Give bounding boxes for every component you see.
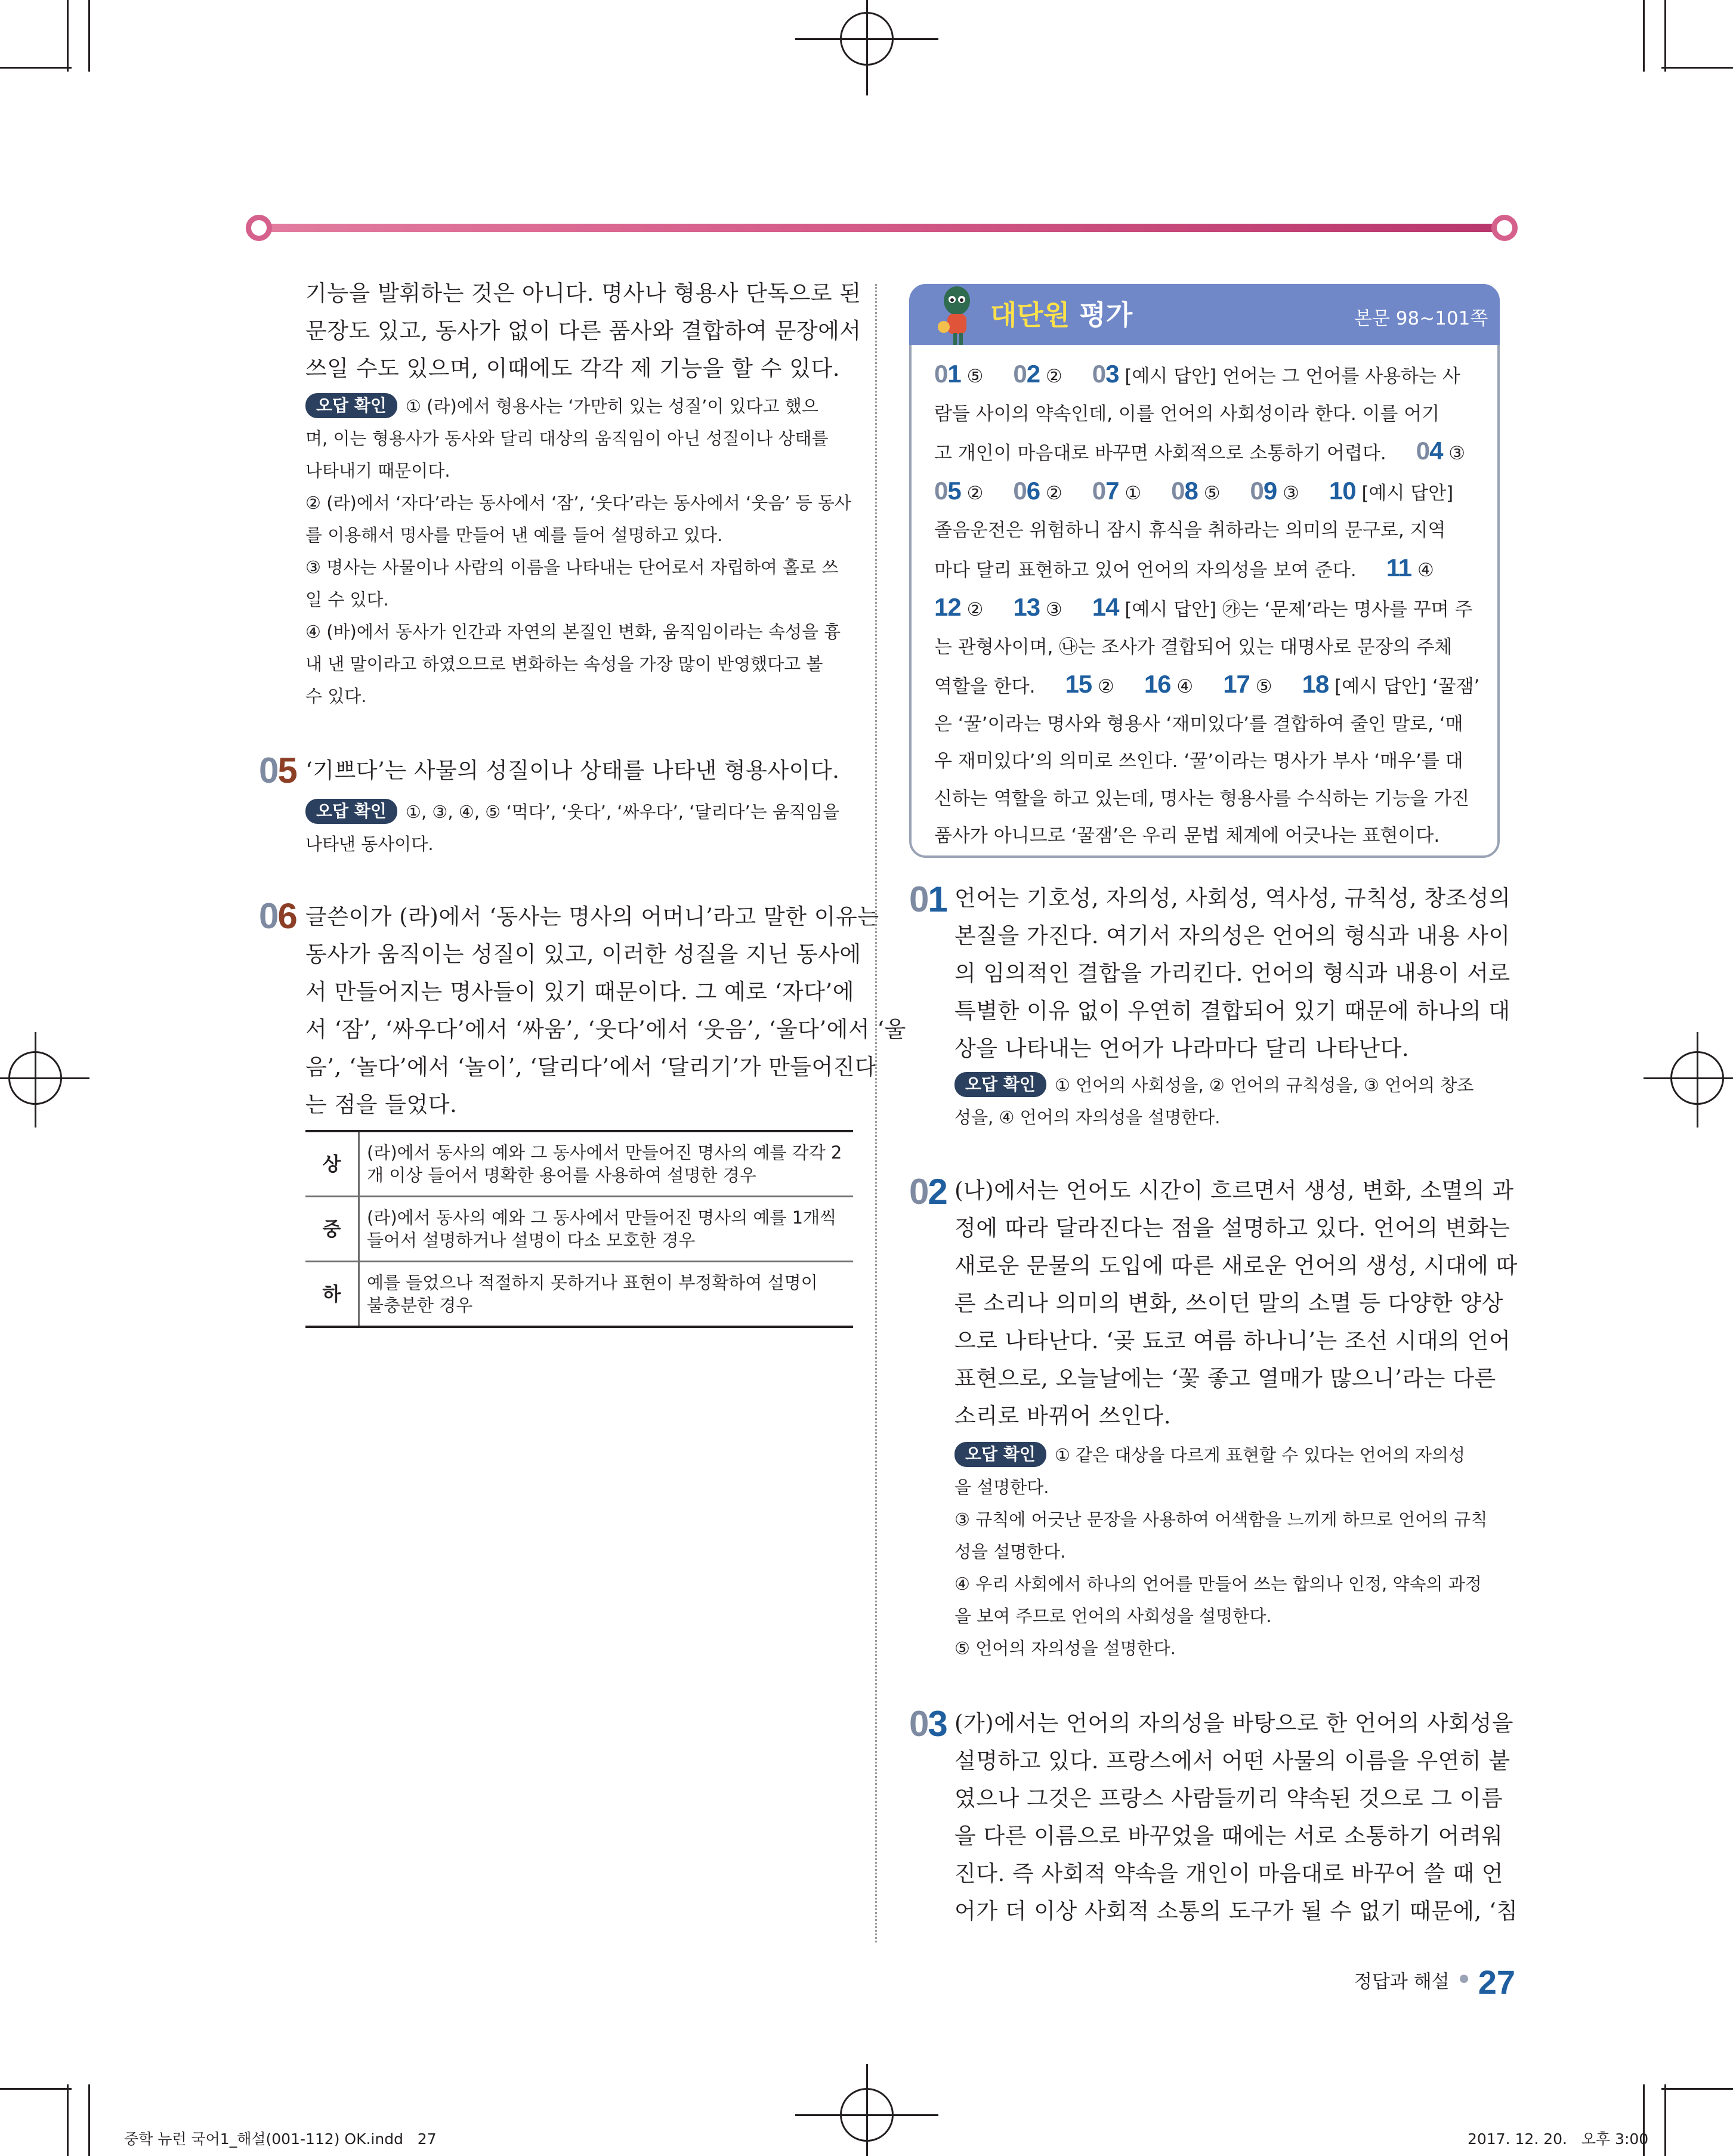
answer-text: ④ (1170, 676, 1194, 697)
file-name: 중학 뉴런 국어1_해설(001-112) OK.indd 27 (124, 2130, 437, 2148)
answer-number: 10 (1329, 476, 1356, 505)
answer-number: 15 (1065, 670, 1092, 698)
answer-text: 신하는 역할을 하고 있는데, 명사는 형용사를 수식하는 기능을 가진 (934, 787, 1470, 810)
q03-answer: (가)에서는 언어의 자의성을 바탕으로 한 언어의 사회성을 설명하고 있다. 프랑스에서 어떤 사물의 이름을 우연히 붙 였으나 그것은 프랑스 사람들끼리 약속된 것으로 그 이름 을 다른 이름으로 바꾸었을 때에는 서로 소통하기 어려워 진다. 즉 사회적 약속을 개인이 마음대로 바꾸어 쓸 때 언 어가 더 이상 사회적 소통의 도구가 될 수 없기 때문에, ‘침 (954, 1710, 1518, 1924)
answer-text: 품사가 아니므로 ‘꿀잼’은 우리 문법 체계에 어긋나는 표현이다. (934, 825, 1440, 847)
check-badge: 오답 확인 (305, 393, 397, 418)
answer-number: 01 (934, 360, 961, 388)
answer-list (934, 356, 1481, 855)
answer-text: 고 개인이 마음대로 바꾸면 사회적으로 소통하기 어렵다. (934, 443, 1386, 464)
answer-text: 는 관형사이며, ㉯는 조사가 결합되어 있는 대명사로 문장의 주체 (934, 636, 1453, 658)
answer-text: 은 ‘꿀’이라는 명사와 형용사 ‘재미있다’를 결합하여 줄인 말로, ‘매 (934, 713, 1463, 735)
question-number-03: 03 (909, 1704, 947, 1744)
answer-text: [예시 답안] 언어는 그 언어를 사용하는 사 (1119, 366, 1460, 387)
answer-text: 역할을 한다. (934, 676, 1036, 697)
answer-number: 11 (1386, 553, 1412, 582)
answer-text: ⑤ (1197, 482, 1221, 504)
print-timestamp: 2017. 12. 20. 오후 3:00 (1468, 2130, 1649, 2148)
rubric-row (305, 1197, 853, 1262)
answer-text: ② (960, 482, 984, 504)
question-number-02: 02 (909, 1172, 947, 1212)
question-number-01: 01 (909, 879, 947, 919)
rubric-level: 하 (305, 1262, 359, 1327)
answer-line (934, 356, 1481, 396)
answer-line (934, 780, 1481, 818)
answer-line (934, 743, 1481, 780)
answer-number: 08 (1171, 476, 1198, 505)
q01-wrong-answer-check: 오답 확인 ① 언어의 사회성을, ② 언어의 규칙성을, ③ 언어의 창조 성을, ④ 언어의 자의성을 설명한다. (954, 1069, 1503, 1133)
q05-wrong-answer-check: 오답 확인 ①, ③, ④, ⑤ ‘먹다’, ‘웃다’, ‘싸우다’, ‘달리다’는 움직임을 나타낸 동사이다. (305, 796, 854, 860)
answer-number: 17 (1223, 670, 1250, 698)
answer-line (934, 666, 1481, 706)
answer-text: ⑤ (960, 366, 984, 387)
rubric-row (305, 1131, 853, 1197)
answer-number: 18 (1302, 670, 1329, 698)
answer-line (934, 472, 1481, 512)
rubric-criteria: (라)에서 동사의 예와 그 동사에서 만들어진 명사의 예를 1개씩 들어서 설명하거나 설명이 다소 모호한 경우 (359, 1197, 854, 1262)
intro-paragraph: 기능을 발휘하는 것은 아니다. 명사나 형용사 단독으로 된 문장도 있고, 동사가 없이 다른 품사와 결합하여 문장에서 쓰일 수도 있으며, 이때에도 각각 제 기능을 할 수 있다. (305, 280, 861, 381)
answer-number: 09 (1250, 476, 1277, 505)
answer-line (934, 706, 1481, 743)
bullet-dot (1460, 1975, 1468, 1983)
answer-number: 02 (1013, 360, 1040, 388)
scoring-rubric-table (305, 1130, 853, 1328)
unit-review-title: 대단원 평가 (990, 299, 1133, 331)
answer-number: 13 (1013, 593, 1040, 621)
answer-text: ③ (1277, 482, 1299, 504)
page-footer (1354, 1963, 1515, 2001)
answer-text: ② (960, 599, 984, 620)
answer-text: 마다 달리 표현하고 있어 언어의 자의성을 보여 준다. (934, 559, 1357, 581)
answer-text: [예시 답안] ‘꿀잼’ (1329, 676, 1480, 697)
q05-answer: ‘기쁘다’는 사물의 성질이나 상태를 나타낸 형용사이다. (305, 758, 840, 783)
answer-line (934, 549, 1481, 589)
answer-text: ④ (1411, 559, 1434, 581)
q01-answer: 언어는 기호성, 자의성, 사회성, 역사성, 규칙성, 창조성의 본질을 가진다. 여기서 자의성은 언어의 형식과 내용 사이 의 임의적인 결합을 가리킨다. 언어의 형식과 내용이 서로 특별한 이유 없이 우연히 결합되어 있기 때문에 하나의 대 상을 나타내는 언어가 나라마다 달리 나타난다. (954, 885, 1511, 1061)
answer-number: 04 (1416, 437, 1443, 465)
answer-text: [예시 답안] ㉮는 ‘문제’라는 명사를 꾸며 주 (1119, 599, 1473, 620)
answer-text: 우 재미있다’의 의미로 쓰인다. ‘꿀’이라는 명사가 부사 ‘매우’를 대 (934, 750, 1463, 772)
answer-number: 16 (1144, 670, 1171, 698)
answer-text: ③ (1040, 599, 1062, 620)
q06-answer: 글쓴이가 (라)에서 ‘동사는 명사의 어머니’라고 말한 이유는 동사가 움직이는 성질이 있고, 이러한 성질을 지닌 동사에 서 만들어지는 명사들이 있기 때문이다. 그 예로 ‘자다’에 서 ‘잠’, ‘싸우다’에서 ‘싸움’, ‘웃다’에서 ‘웃음’, ‘울다’에서 ‘울 음’, ‘놀다’에서 ‘놀이’, ‘달리다’에서 ‘달리기’가 만들어진다 는 점을 들었다. (305, 904, 906, 1117)
answer-number: 05 (934, 476, 961, 505)
check-badge: 오답 확인 (305, 799, 397, 824)
q02-wrong-answer-check: 오답 확인 ① 같은 대상을 다르게 표현할 수 있다는 언어의 자의성 을 설명한다. ③ 규칙에 어긋난 문장을 사용하여 어색함을 느끼게 하므로 언어의 규칙 성을 설명한다. ④ 우리 사회에서 하나의 언어를 만들어 쓰는 합의나 인정, 약속의 과정 을 보여 주므로 언어의 사회성을 설명한다. ⑤ 언어의 자의성을 설명한다. (954, 1439, 1503, 1664)
answer-text: [예시 답안] (1355, 482, 1454, 504)
answer-text: ⑤ (1249, 676, 1272, 697)
wrong-answer-check-1: 오답 확인 ① (라)에서 형용사는 ‘가만히 있는 성질’이 있다고 했으 며, 이는 형용사가 동사와 달리 대상의 움직임이 아닌 성질이나 상태를 나타내기 때문이다. ② (라)에서 ‘자다’라는 동사에서 ‘잠’, ‘웃다’라는 동사에서 ‘웃음’ 등 동사 를 이용해서 명사를 만들어 낸 예를 들어 설명하고 있다. ③ 명사는 사물이나 사람의 이름을 나타내는 단어로서 자립하여 홀로 쓰 일 수 있다. ④ (바)에서 동사가 인간과 자연의 본질인 변화, 움직임이라는 속성을 흉 내 낸 말이라고 하였으므로 변화하는 속성을 가장 많이 반영했다고 볼 수 있다. (305, 390, 854, 712)
answer-text: ② (1040, 366, 1062, 387)
answer-number: 06 (1013, 476, 1040, 505)
page-range: 본문 98~101쪽 (1354, 308, 1488, 329)
answer-line (934, 629, 1481, 666)
answer-line (934, 589, 1481, 629)
page-number: 27 (1478, 1963, 1516, 2001)
rubric-level: 상 (305, 1131, 359, 1197)
rubric-criteria: (라)에서 동사의 예와 그 동사에서 만들어진 명사의 예를 각각 2 개 이상 들어서 명확한 용어를 사용하여 설명한 경우 (359, 1131, 854, 1197)
mascot-character-icon (929, 283, 984, 347)
check-badge: 오답 확인 (954, 1442, 1046, 1467)
answer-text: 람들 사이의 약속인데, 이를 언어의 사회성이라 한다. 이를 어기 (934, 403, 1440, 425)
answer-line (934, 512, 1481, 549)
answer-text: ② (1092, 676, 1114, 697)
answer-number: 14 (1092, 593, 1119, 621)
question-number-05: 05 (259, 750, 296, 790)
section-label: 정답과 해설 (1354, 1971, 1450, 1993)
rubric-row (305, 1262, 853, 1327)
answer-text: ③ (1442, 443, 1466, 464)
rubric-level: 중 (305, 1197, 359, 1262)
rubric-criteria: 예를 들었으나 적절하지 못하거나 표현이 부정확하여 설명이 불충분한 경우 (359, 1262, 854, 1327)
answer-line (934, 396, 1481, 433)
answer-line (934, 433, 1481, 472)
answer-text: ② (1040, 482, 1062, 504)
answer-line (934, 817, 1481, 855)
answer-number: 07 (1092, 476, 1119, 505)
answer-text: 졸음운전은 위험하니 잠시 휴식을 취하라는 의미의 문구로, 지역 (934, 520, 1446, 541)
check-badge: 오답 확인 (954, 1072, 1046, 1097)
answer-number: 03 (1092, 360, 1119, 388)
q02-answer: (나)에서는 언어도 시간이 흐르면서 생성, 변화, 소멸의 과 정에 따라 달라진다는 점을 설명하고 있다. 언어의 변화는 새로운 문물의 도입에 따른 새로운 언어의 생성, 시대에 따 른 소리나 의미의 변화, 쓰이던 말의 소멸 등 다양한 양상 으로 나타난다. ‘곶 됴코 여름 하나니’는 조선 시대의 언어 표현으로, 오늘날에는 ‘꽃 좋고 열매가 많으니’라는 다른 소리로 바뀌어 쓰인다. (954, 1178, 1518, 1429)
answer-number: 12 (934, 593, 961, 621)
question-number-06: 06 (259, 896, 296, 936)
column-divider (875, 284, 877, 1942)
answer-text: ① (1119, 482, 1142, 504)
